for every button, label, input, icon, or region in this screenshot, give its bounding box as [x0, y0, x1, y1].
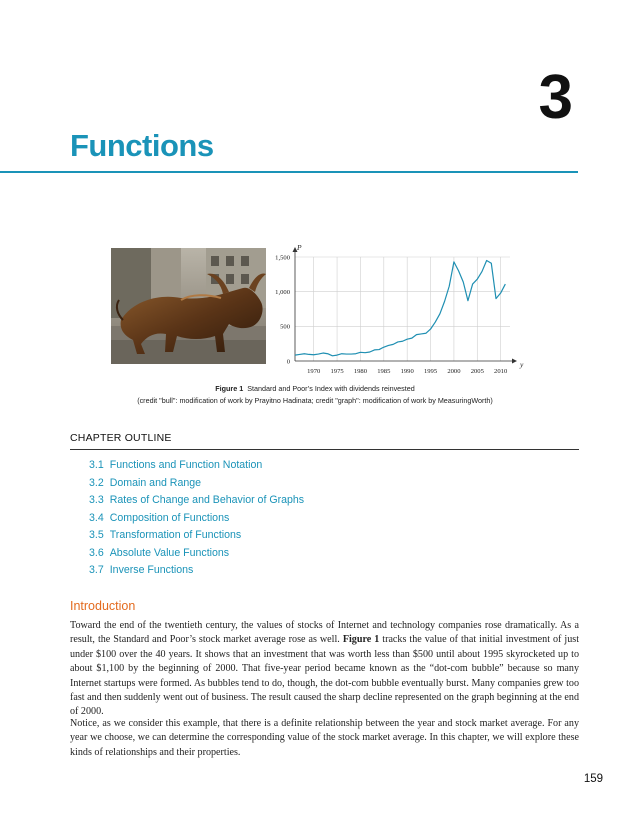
outline-item-number: 3.1: [89, 459, 104, 471]
outline-item-number: 3.3: [89, 494, 104, 506]
chapter-outline-list: [89, 457, 304, 580]
x-tick-label: 1975: [330, 368, 344, 375]
outline-item-number: 3.2: [89, 476, 104, 489]
y-tick-label: 1,000: [275, 288, 290, 296]
chapter-title: Functions: [70, 128, 214, 163]
figure-credit: (credit "bull": modification of work by Prayitno Hadinata; credit "graph": modification of work by MeasuringWorth): [137, 396, 493, 405]
page-number: 159: [583, 773, 603, 785]
outline-item-title: Domain and Range: [109, 476, 202, 489]
x-tick-label: 2010: [494, 368, 508, 375]
outline-item-title: Rates of Change and Behavior of Graphs: [109, 494, 305, 506]
x-axis-arrow: [512, 359, 517, 364]
outline-item-3-6[interactable]: [89, 545, 304, 563]
figure-caption-text: Standard and Poor’s Index with dividends reinvested: [247, 384, 415, 393]
intro-paragraph-1: [70, 619, 579, 720]
outline-item-3-2[interactable]: [89, 475, 304, 493]
figure-label: Figure 1: [215, 384, 244, 393]
outline-divider: [70, 449, 579, 450]
outline-item-title: Absolute Value Functions: [109, 546, 230, 559]
y-tick-label: 1,500: [275, 254, 290, 262]
outline-item-number: 3.7: [89, 564, 104, 576]
x-tick-label: 1980: [353, 368, 368, 375]
outline-item-3-4[interactable]: [89, 510, 304, 528]
series-line: [295, 260, 505, 355]
sp-index-chart: [268, 242, 524, 376]
x-tick-label: 1990: [400, 368, 414, 375]
outline-item-title: Functions and Function Notation: [109, 459, 263, 471]
y-tick-label: 0: [286, 358, 290, 366]
outline-item-title: Composition of Functions: [109, 511, 230, 524]
intro-p1-text-b: tracks the value of that initial investment of just under $100 over the 40 years. It shows that an investment that was worth less than $500 until about 1995 skyrocketed up to about $1,100 by the beginning of 2000. That five-year period became known as the “dot-com bubble” because so many Internet startups were formed. As bubbles tend to do, though, the dot-com bubble eventually burst. Many companies grew too fast and then suddenly went out of business. The result caused the sharp decline represented on the graph beginning at the end of 2000.: [70, 634, 579, 718]
outline-item-3-7[interactable]: [89, 562, 304, 580]
outline-item-title: Transformation of Functions: [109, 529, 242, 541]
x-tick-label: 1970: [307, 368, 321, 375]
figure-reference: Figure 1: [342, 634, 380, 646]
figure-caption: [0, 384, 630, 393]
x-axis-label: y: [520, 360, 524, 369]
intro-p1-text-a: Toward the end of the twentieth century, the values of stocks of Internet and technology companies rose dramatically. As a result, the Standard and Poor’s stock market average rose as well.: [70, 620, 579, 646]
x-tick-label: 2000: [447, 368, 461, 375]
x-tick-label: 2005: [470, 368, 484, 375]
outline-item-3-1[interactable]: [89, 457, 304, 475]
outline-item-title: Inverse Functions: [109, 564, 194, 576]
chapter-number: 3: [538, 63, 572, 132]
intro-paragraph-2: Notice, as we consider this example, that there is a definite relationship between the year and stock market average. For any year we choose, we can determine the corresponding value of the stock market average. In this chapter, we will explore these kinds of relationships and their properties.: [70, 718, 579, 758]
outline-item-number: 3.4: [89, 511, 104, 524]
outline-item-number: 3.6: [89, 546, 104, 559]
introduction-heading: Introduction: [70, 599, 136, 613]
title-divider: [0, 171, 578, 173]
x-tick-label: 1995: [423, 368, 438, 375]
outline-item-3-5[interactable]: [89, 527, 304, 545]
x-tick-label: 1985: [377, 368, 391, 375]
chapter-outline-heading: CHAPTER OUTLINE: [70, 432, 172, 444]
bull-statue-photo: [111, 248, 266, 364]
outline-item-3-3[interactable]: [89, 492, 304, 510]
y-tick-label: 500: [280, 323, 290, 331]
y-axis-label: P: [297, 243, 302, 252]
outline-item-number: 3.5: [89, 529, 104, 541]
